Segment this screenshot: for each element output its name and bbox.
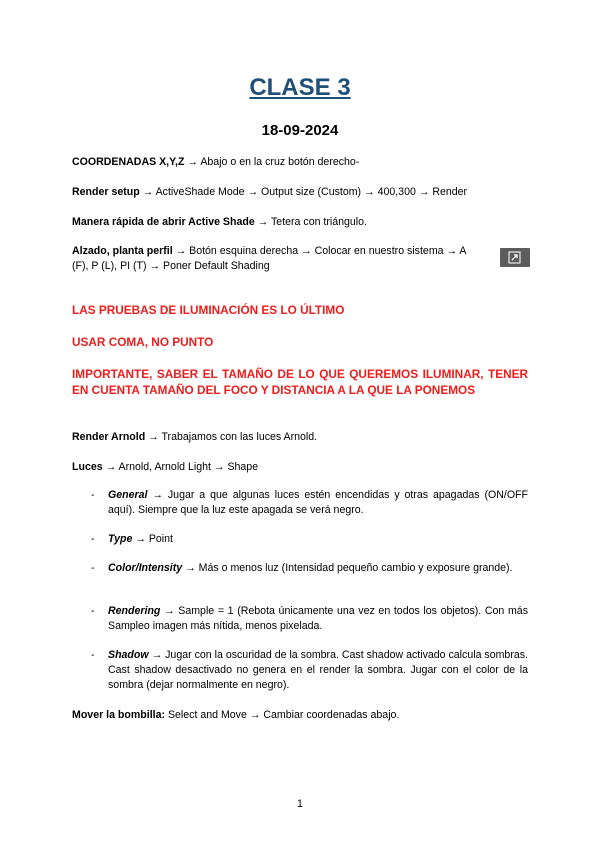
paragraph-label: Luces	[72, 461, 103, 473]
paragraph-text: → Abajo o en la cruz botón derecho-	[184, 156, 360, 168]
paragraph-label: Alzado, planta perfil	[72, 245, 173, 257]
list-item-text	[108, 532, 528, 547]
list-item-text	[108, 561, 528, 576]
paragraph-render-arnold	[72, 430, 528, 445]
list-item-text	[108, 604, 528, 634]
list-bullet: -	[91, 649, 95, 661]
list-item-body: → Jugar a que algunas luces estén encendidas y otras apagadas (ON/OFF aquí). Siempre que la luz este apagada se verá negro.	[108, 489, 528, 516]
paragraph-text: → Arnold, Arnold Light → Shape	[102, 461, 259, 473]
maximize-viewport-icon	[500, 248, 530, 267]
paragraph-line	[72, 244, 502, 259]
page-number: 1	[297, 798, 303, 810]
red-heading-pruebas: LAS PRUEBAS DE ILUMINACIÓN ES LO ÚLTIMO	[72, 303, 345, 317]
list-item-body: → Más o menos luz (Intensidad pequeño cambio y exposure grande).	[182, 562, 513, 574]
paragraph-text: → Tetera con triángulo.	[254, 216, 367, 228]
list-bullet: -	[91, 562, 95, 574]
list-item-label: Color/Intensity	[108, 562, 183, 574]
paragraph-label: Render Arnold	[72, 431, 146, 443]
list-item-label: Type	[108, 533, 133, 545]
list-item-text	[108, 488, 528, 518]
red-heading-importante: IMPORTANTE, SABER EL TAMAÑO DE LO QUE QUEREMOS ILUMINAR, TENER EN CUENTA TAMAÑO DEL FOCO Y DISTANCIA A LA QUE LA PONEMOS	[72, 367, 528, 397]
list-bullet: -	[91, 489, 95, 501]
paragraph-text: → Botón esquina derecha → Colocar en nuestro sistema → A	[172, 245, 467, 257]
paragraph-coordenadas	[72, 155, 528, 170]
list-item-label: Rendering	[108, 605, 161, 617]
paragraph-mover-bombilla	[72, 708, 528, 723]
paragraph-active-shade	[72, 215, 528, 230]
paragraph-label: Render setup	[72, 186, 140, 198]
paragraph-text: → Trabajamos con las luces Arnold.	[145, 431, 318, 443]
paragraph-luces	[72, 460, 528, 475]
paragraph-label: Manera rápida de abrir Active Shade	[72, 216, 255, 228]
list-item-body: → Jugar con la oscuridad de la sombra. Cast shadow activado calcula sombras. Cast shadow desactivado no genera en el render la sombra. Jugar con el color de la sombra (dejar normalmente en negro).	[108, 649, 528, 691]
paragraph-alzado	[72, 244, 502, 274]
list-item-label: General	[108, 489, 148, 501]
paragraph-label: Mover la bombilla:	[72, 709, 166, 721]
list-bullet: -	[91, 533, 95, 545]
list-item-text	[108, 648, 528, 693]
paragraph-line: (F), P (L), PI (T) → Poner Default Shading	[72, 260, 270, 272]
list-bullet: -	[91, 605, 95, 617]
maximize-icon-glyph	[508, 251, 521, 264]
page-title: CLASE 3	[249, 74, 351, 101]
red-heading-coma: USAR COMA, NO PUNTO	[72, 335, 214, 349]
paragraph-text: → ActiveShade Mode → Output size (Custom) → 400,300 → Render	[139, 186, 468, 198]
paragraph-label: COORDENADAS X,Y,Z	[72, 156, 185, 168]
list-item-label: Shadow	[108, 649, 149, 661]
paragraph-text: Select and Move → Cambiar coordenadas abajo.	[165, 709, 400, 721]
list-item-body: → Point	[132, 533, 173, 545]
page-date: 18-09-2024	[261, 122, 339, 139]
paragraph-render-setup	[72, 185, 528, 200]
list-item-body: → Sample = 1 (Rebota únicamente una vez en todos los objetos). Con más Sampleo imagen más nítida, menos pixelada.	[108, 605, 528, 632]
